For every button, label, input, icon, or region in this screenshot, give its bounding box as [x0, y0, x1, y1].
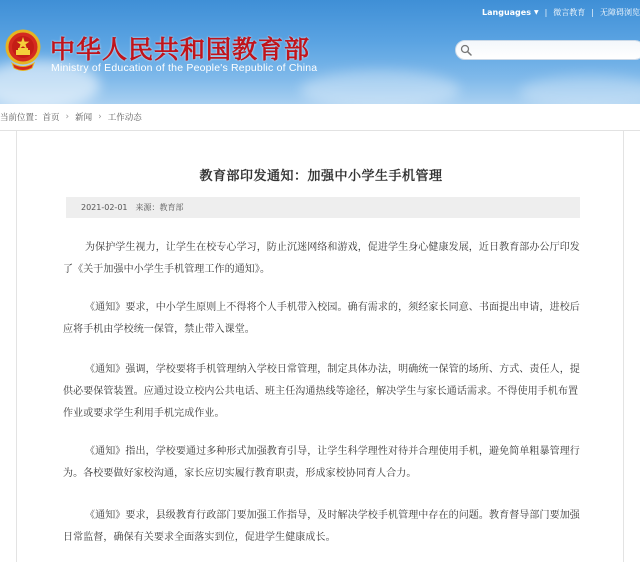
site-title[interactable]: 中华人民共和国教育部: [50, 35, 311, 64]
article-paragraph: 《通知》要求，县级教育行政部门要加强工作指导，及时解决学校手机管理中存在的问题。教育督导部门要加强日常监督，确保有关要求全面落实到位，促进学生健康成长。: [63, 510, 580, 543]
article-title: 教育部印发通知：加强中小学生手机管理: [199, 169, 443, 184]
header-cloud-decoration: [520, 75, 640, 104]
top-links-separator: |: [591, 7, 594, 17]
article-paragraph: 为保护学生视力，让学生在校专心学习，防止沉迷网络和游戏，促进学生身心健康发展，近日教育部办公厅印发了《关于加强中小学生手机管理工作的通知》。: [63, 242, 580, 275]
top-links: [482, 5, 640, 19]
header-cloud-decoration: [300, 70, 460, 104]
top-links-separator: |: [544, 7, 548, 17]
weibo-link[interactable]: 微言教育: [553, 7, 586, 17]
site-header: [0, 0, 640, 104]
caret-down-icon: ▼: [533, 8, 539, 16]
search-icon[interactable]: [460, 44, 472, 56]
chevron-right-icon: ›: [98, 112, 102, 122]
breadcrumb: [0, 104, 640, 131]
chevron-right-icon: ›: [65, 112, 70, 122]
languages-menu[interactable]: [482, 8, 539, 17]
site-subtitle: Ministry of Education of the People's Republic of China: [51, 62, 318, 74]
article-paragraph: 《通知》强调，学校要将手机管理纳入学校日常管理，制定具体办法，明确统一保管的场所、方式、责任人，提供必要保管装置。应通过设立校内公共电话、班主任沟通热线等途径，解决学生与家长通话需求。不得使用手机布置作业或要求学生利用手机完成作业。: [63, 364, 580, 419]
article-paragraph: 《通知》指出，学校要通过多种形式加强教育引导，让学生科学理性对待并合理使用手机，避免简单粗暴管理行为。各校要做好家校沟通，家长应切实履行教育职责，形成家校协同育人合力。: [63, 446, 580, 479]
search-box[interactable]: [455, 40, 640, 60]
breadcrumb-news[interactable]: 新闻: [75, 113, 93, 123]
search-input[interactable]: [476, 43, 640, 59]
breadcrumb-work-news[interactable]: 工作动态: [107, 113, 142, 123]
breadcrumb-prefix: 当前位置：: [0, 113, 43, 123]
languages-label: Languages: [482, 7, 531, 17]
article-paragraph: 《通知》要求，中小学生原则上不得将个人手机带入校园。确有需求的，须经家长同意、书面提出申请，进校后应将手机由学校统一保管，禁止带入课堂。: [63, 302, 580, 335]
accessibility-link[interactable]: 无障碍浏览: [600, 7, 640, 17]
article-source: 来源：教育部: [135, 203, 184, 212]
national-emblem-icon: [4, 28, 42, 72]
article-container: [16, 131, 624, 562]
article-date: 2021-02-01: [81, 203, 128, 212]
breadcrumb-home[interactable]: 首页: [42, 113, 60, 123]
article-meta: [66, 197, 580, 218]
